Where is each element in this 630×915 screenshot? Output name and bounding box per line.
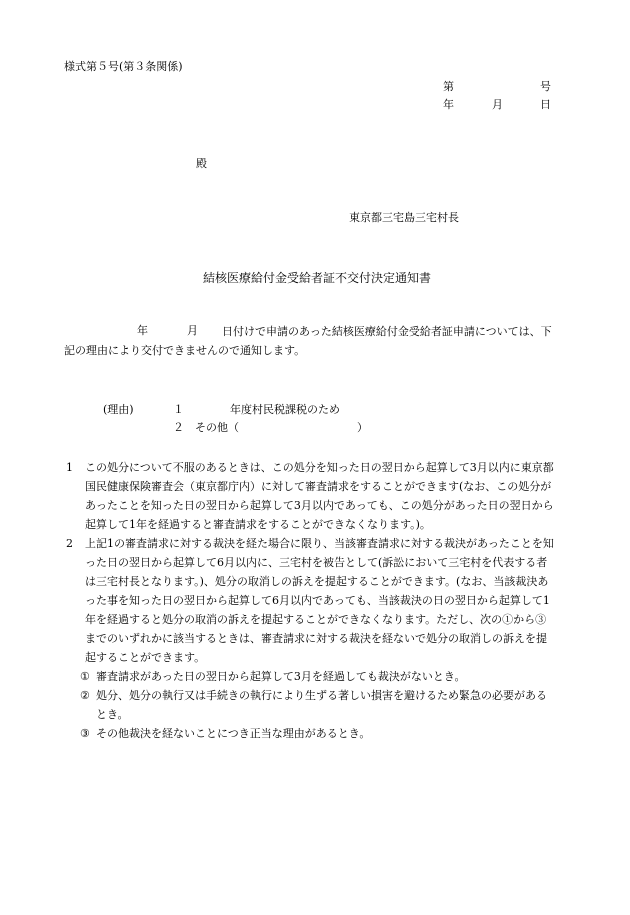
note-text: この処分について不服のあるときは、この処分を知った日の翌日から起算して3月以内に東京都国民健康保険審査会（東京都庁内）に対して審査請求をすることができます(なお、この処分があったことを知った日の翌日から起算して3月以内であっても、この処分があった日の翌日から起算して1年を経過すると審査請求をすることができなくなります。)。 [85,461,554,531]
reason-item-2-num: ２ [173,421,184,434]
doc-number-suffix: 号 [540,80,551,93]
reason-item-2-close: ） [357,421,368,434]
sub-item [66,686,554,724]
sub-item-text: その他裁決を経ないことにつき正当な理由があるとき。 [96,727,371,740]
reason-item-1-text: 年度村民税課税のため [230,403,340,416]
notes [66,458,554,743]
note-item [66,534,554,667]
form-number: 様式第５号(第３条関係) [64,60,183,73]
addressee-suffix: 殿 [196,157,207,170]
date-day-label: 日 [540,98,551,111]
sub-item-number: ① [80,670,90,683]
intro-year-label: 年 [137,324,148,337]
note-number: 2 [66,537,73,550]
sender: 東京都三宅島三宅村長 [349,211,459,224]
date-month-label: 月 [492,98,503,111]
intro-paragraph [64,322,559,360]
document-title: 結核医療給付金受給者証不交付決定通知書 [203,271,432,285]
note-item [66,458,554,534]
sub-item-text: 処分、処分の執行又は手続きの執行により生ずる著しい損害を避けるため緊急の必要があるとき。 [96,689,547,721]
doc-number-prefix: 第 [443,80,454,93]
sub-item-number: ③ [80,727,90,740]
note-text: 上記1の審査請求に対する裁決を経た場合に限り、当該審査請求に対する裁決があったことを知った日の翌日から起算して6月以内に、三宅村を被告として(訴訟において三宅村を代表する者は三宅村長となります。)、処分の取消しの訴えを提起することができます。(なお、当該裁決あった事を知った日の翌日から起算して6月以内であっても、当該裁決の日の翌日から起算して1年を経過すると処分の取消の訴えを提起することができなくなります。ただし、次の①から③までのいずれかに該当するときは、審査請求に対する裁決を経ないで処分の取消しの訴えを提起することができます。 [85,537,554,664]
date-year-label: 年 [443,98,454,111]
reason-item-2-text: その他（ [195,421,239,434]
intro-month-label: 月 [187,324,198,337]
sub-item-text: 審査請求があった日の翌日から起算して3月を経過しても裁決がないとき。 [96,670,466,683]
sub-item [66,667,554,686]
reason-item-1-num: １ [173,403,184,416]
sub-item [66,724,554,743]
note-number: 1 [66,461,73,474]
sub-item-number: ② [80,689,90,702]
reason-label: (理由) [103,403,134,416]
intro-text: 日付けで申請のあった結核医療給付金受給者証申請については、下記の理由により交付できませんので通知します。 [64,325,552,357]
